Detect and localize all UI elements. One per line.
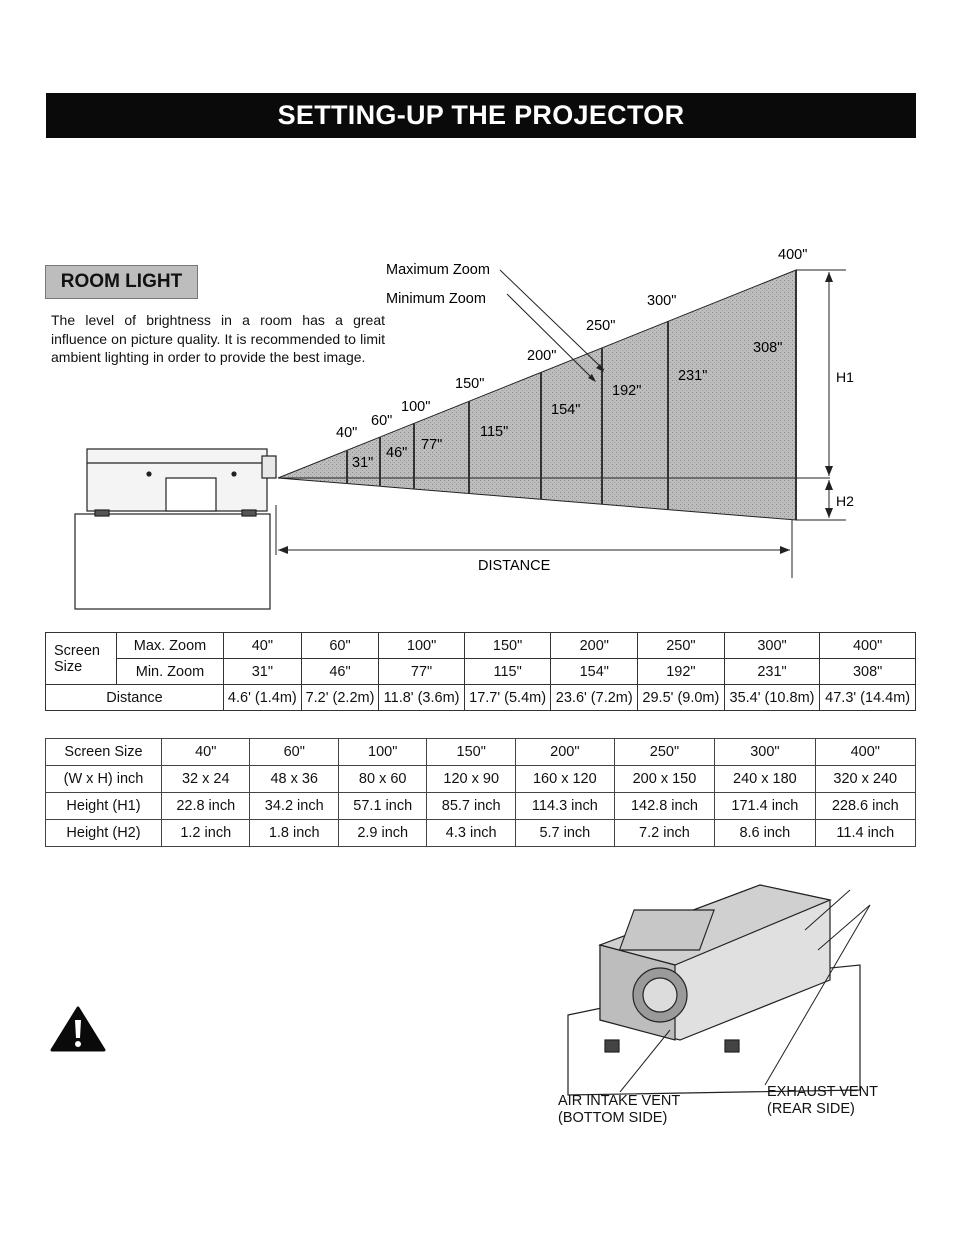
table-cell: 4.6' (1.4m) xyxy=(224,685,302,711)
table-cell: 300" xyxy=(724,633,820,659)
table-cell: 160 x 120 xyxy=(515,766,614,793)
table-cell: 4.3 inch xyxy=(427,820,515,847)
max-size-label: 40" xyxy=(336,425,358,441)
table-cell: 1.8 inch xyxy=(250,820,338,847)
h2-header: Height (H2) xyxy=(46,820,162,847)
distance-header: Distance xyxy=(46,685,224,711)
min-size-label: 46" xyxy=(386,445,408,461)
table-cell: 8.6 inch xyxy=(715,820,815,847)
table-cell: 31" xyxy=(224,659,302,685)
table-cell: 200 x 150 xyxy=(614,766,714,793)
warning-triangle-icon xyxy=(50,1006,106,1052)
exhaust-line2: (REAR SIDE) xyxy=(767,1101,855,1117)
h1-header: Height (H1) xyxy=(46,793,162,820)
projector-vents-illustration xyxy=(560,880,890,1100)
room-light-heading: ROOM LIGHT xyxy=(45,265,198,299)
wh-header: (W x H) inch xyxy=(46,766,162,793)
table-cell: 400" xyxy=(820,633,916,659)
min-size-label: 231" xyxy=(678,368,708,384)
table-cell: 7.2' (2.2m) xyxy=(301,685,379,711)
min-size-label: 31" xyxy=(352,455,374,471)
page-title: SETTING-UP THE PROJECTOR xyxy=(46,93,916,138)
screen-size-header: Screen Size xyxy=(46,633,117,685)
projector-icon xyxy=(75,449,276,609)
table-cell: 114.3 inch xyxy=(515,793,614,820)
table-cell: 80 x 60 xyxy=(338,766,426,793)
min-size-label: 115" xyxy=(480,424,509,440)
table-cell: 150" xyxy=(464,633,551,659)
min-zoom-label: Minimum Zoom xyxy=(386,291,486,307)
max-size-label: 250" xyxy=(586,318,616,334)
table-cell: 100" xyxy=(379,633,464,659)
min-zoom-header: Min. Zoom xyxy=(117,659,224,685)
max-size-label: 400" xyxy=(778,247,808,263)
table-cell: 2.9 inch xyxy=(338,820,426,847)
min-size-label: 308" xyxy=(753,340,783,356)
min-size-label: 192" xyxy=(612,383,642,399)
air-intake-line2: (BOTTOM SIDE) xyxy=(558,1110,668,1126)
exhaust-vent-label xyxy=(767,1084,878,1118)
table-cell: 200" xyxy=(551,633,638,659)
max-size-label: 200" xyxy=(527,348,557,364)
table-cell: 250" xyxy=(614,739,714,766)
table-cell: 35.4' (10.8m) xyxy=(724,685,820,711)
table-cell: 40" xyxy=(162,739,250,766)
h1-label: H1 xyxy=(836,369,854,385)
table-cell: 77" xyxy=(379,659,464,685)
table-cell: 300" xyxy=(715,739,815,766)
table-cell: 17.7' (5.4m) xyxy=(464,685,551,711)
table-cell: 240 x 180 xyxy=(715,766,815,793)
table-cell: 154" xyxy=(551,659,638,685)
table-cell: 100" xyxy=(338,739,426,766)
table-cell: 34.2 inch xyxy=(250,793,338,820)
room-light-text: The level of brightness in a room has a great influence on picture quality. It is recommended to limit ambient lighting in order to provide the best image. xyxy=(51,312,385,365)
zoom-distance-table xyxy=(45,632,916,711)
table-cell: 11.8' (3.6m) xyxy=(379,685,464,711)
table-cell: 60" xyxy=(301,633,379,659)
table-cell: 5.7 inch xyxy=(515,820,614,847)
table-cell: 46" xyxy=(301,659,379,685)
table-cell: 32 x 24 xyxy=(162,766,250,793)
table-cell: 47.3' (14.4m) xyxy=(820,685,916,711)
table-cell: 1.2 inch xyxy=(162,820,250,847)
table-cell: 192" xyxy=(638,659,725,685)
min-size-label: 154" xyxy=(551,402,581,418)
table-cell: 250" xyxy=(638,633,725,659)
max-size-label: 300" xyxy=(647,293,677,309)
table-cell: 22.8 inch xyxy=(162,793,250,820)
table-cell: 120 x 90 xyxy=(427,766,515,793)
h2-label: H2 xyxy=(836,493,854,509)
max-size-label: 60" xyxy=(371,413,393,429)
table-cell: 60" xyxy=(250,739,338,766)
min-size-label: 77" xyxy=(421,437,443,453)
max-zoom-header: Max. Zoom xyxy=(117,633,224,659)
distance-label: DISTANCE xyxy=(478,558,551,574)
table-cell: 400" xyxy=(815,739,915,766)
max-zoom-label: Maximum Zoom xyxy=(386,262,490,278)
air-intake-vent-label xyxy=(558,1093,680,1127)
screen-height-table xyxy=(45,738,916,847)
max-size-label: 100" xyxy=(401,399,431,415)
projection-beam xyxy=(278,270,796,520)
max-size-label: 150" xyxy=(455,376,485,392)
table-cell: 320 x 240 xyxy=(815,766,915,793)
table-cell: 48 x 36 xyxy=(250,766,338,793)
table-cell: 7.2 inch xyxy=(614,820,714,847)
table-cell: 23.6' (7.2m) xyxy=(551,685,638,711)
table-cell: 115" xyxy=(464,659,551,685)
table-cell: 85.7 inch xyxy=(427,793,515,820)
table-cell: 142.8 inch xyxy=(614,793,714,820)
table-cell: 11.4 inch xyxy=(815,820,915,847)
table-cell: 308" xyxy=(820,659,916,685)
table-cell: 150" xyxy=(427,739,515,766)
table-cell: 40" xyxy=(224,633,302,659)
air-intake-line1: AIR INTAKE VENT xyxy=(558,1093,681,1109)
table-cell: 29.5' (9.0m) xyxy=(638,685,725,711)
table-cell: 57.1 inch xyxy=(338,793,426,820)
table-cell: 200" xyxy=(515,739,614,766)
exhaust-line1: EXHAUST VENT xyxy=(767,1084,878,1100)
table-cell: 228.6 inch xyxy=(815,793,915,820)
table-cell: 171.4 inch xyxy=(715,793,815,820)
table-cell: 231" xyxy=(724,659,820,685)
screen-size-header: Screen Size xyxy=(46,739,162,766)
